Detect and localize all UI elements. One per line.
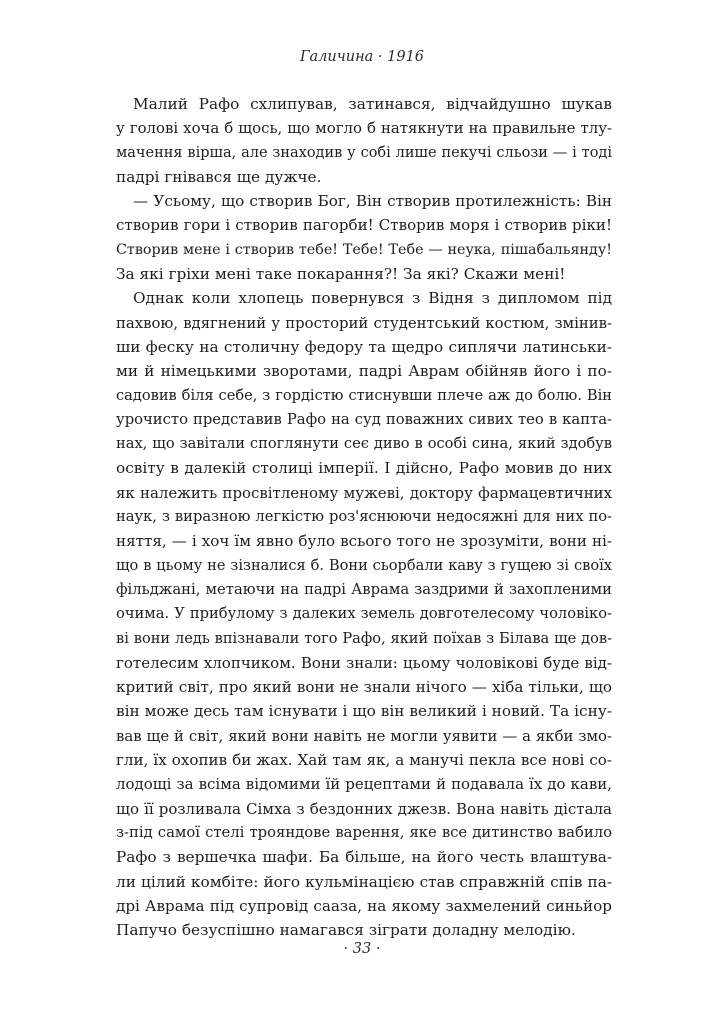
paragraph — [116, 189, 612, 286]
text-line: няття, — і хоч їм явно було всього того не зрозуміти, вони ні- — [116, 532, 612, 551]
text-line: — Усьому, що створив Бог, Він створив протилежність: Він — [133, 192, 612, 211]
text-line: очима. У прибулому з далеких земель довготелесому чоловіко- — [116, 605, 612, 623]
text-line: у голові хоча б щось, що могло б натякнути на правильне тлу- — [116, 119, 612, 138]
text-line: готелесим хлопчиком. Вони знали: цьому чоловікові буде від- — [116, 653, 612, 672]
text-line: фільджані, метаючи на падрі Аврама заздрими й захопленими — [116, 580, 612, 598]
text-line: мачення вірша, але знаходив у собі лише пекучі сльози — і тоді — [116, 144, 612, 161]
text-line: ши феску на столичну федору та щедро сиплячи латинськи- — [116, 337, 612, 356]
text-line: критий світ, про який вони не знали нічого — хіба тільки, що — [116, 678, 612, 697]
text-line: вав ще й світ, який вони навіть не могли уявити — а якби змо- — [116, 726, 612, 745]
text-line: освіту в далекій столиці імперії. І дійсно, Рафо мовив до них — [116, 459, 612, 478]
text-line: дрі Аврама під супровід сааза, на якому захмелений синьйор — [116, 896, 612, 915]
text-line: падрі гнівався ще дужче. — [116, 167, 322, 186]
running-head: Галичина · 1916 — [299, 49, 425, 65]
text-line: Малий Рафо схлипував, затинався, відчайдушно шукав — [133, 95, 612, 113]
text-line: гли, їх охопив би жах. Хай там як, а манучі пекла все нові со- — [116, 751, 612, 770]
text-line: Однак коли хлопець повернувся з Відня з дипломом під — [133, 289, 612, 308]
text-line: що в цьому не зізналися б. Вони сьорбали каву з гущею зі своїх — [116, 556, 612, 574]
text-line: нах, що завітали споглянути сеє диво в особі сина, який здобув — [116, 435, 612, 453]
page-number: · 33 · — [343, 941, 381, 957]
text-line: він може десь там існувати і що він великий і новий. Та існу- — [116, 702, 612, 721]
text-line: лодощі за всіма відомими їй рецептами й подавала їх до кави, — [116, 775, 612, 794]
text-line: пахвою, вдягнений у просторий студентський костюм, змінив- — [116, 313, 612, 332]
text-line: садовив біля себе, з гордістю стиснувши плече аж до болю. Він — [116, 386, 612, 404]
text-line: як належить просвітленому мужеві, доктору фармацевтичних — [116, 483, 612, 502]
text-line: з-під самої стелі трояндове варення, яке все дитинство вабило — [116, 823, 612, 841]
text-line: Рафо з вершечка шафи. Ба більше, на його честь влаштува- — [116, 848, 612, 867]
body-text — [116, 92, 612, 942]
text-line: Створив мене і створив тебе! Тебе! Тебе — неука, пішабальянду! — [116, 241, 612, 258]
text-line: урочисто представив Рафо на суд поважних сивих тео в каптa- — [116, 410, 612, 428]
text-line: ві вони ледь впізнавали того Рафо, який поїхав з Білава ще дов- — [116, 629, 612, 647]
text-line: ли цілий комбіте: його кульмінацією став справжній спів па- — [116, 872, 612, 891]
text-line: Папучо безуспішно намагався зіграти доладну мелодію. — [116, 921, 576, 940]
text-line: ми й німецькими зворотами, падрі Аврам обійняв його і по- — [116, 362, 612, 381]
paragraph — [116, 286, 612, 942]
text-line: наук, з виразною легкістю роз'яснюючи недосяжні для них по- — [116, 508, 612, 526]
text-line: створив гори і створив пагорби! Створив моря і створив ріки! — [116, 216, 612, 235]
paragraph — [116, 92, 612, 189]
text-line: За які гріхи мені таке покарання?! За які? Скажи мені! — [116, 265, 566, 284]
text-line: що її розливала Сімха з бездонних джезв. Вона навіть дістала — [116, 799, 612, 818]
